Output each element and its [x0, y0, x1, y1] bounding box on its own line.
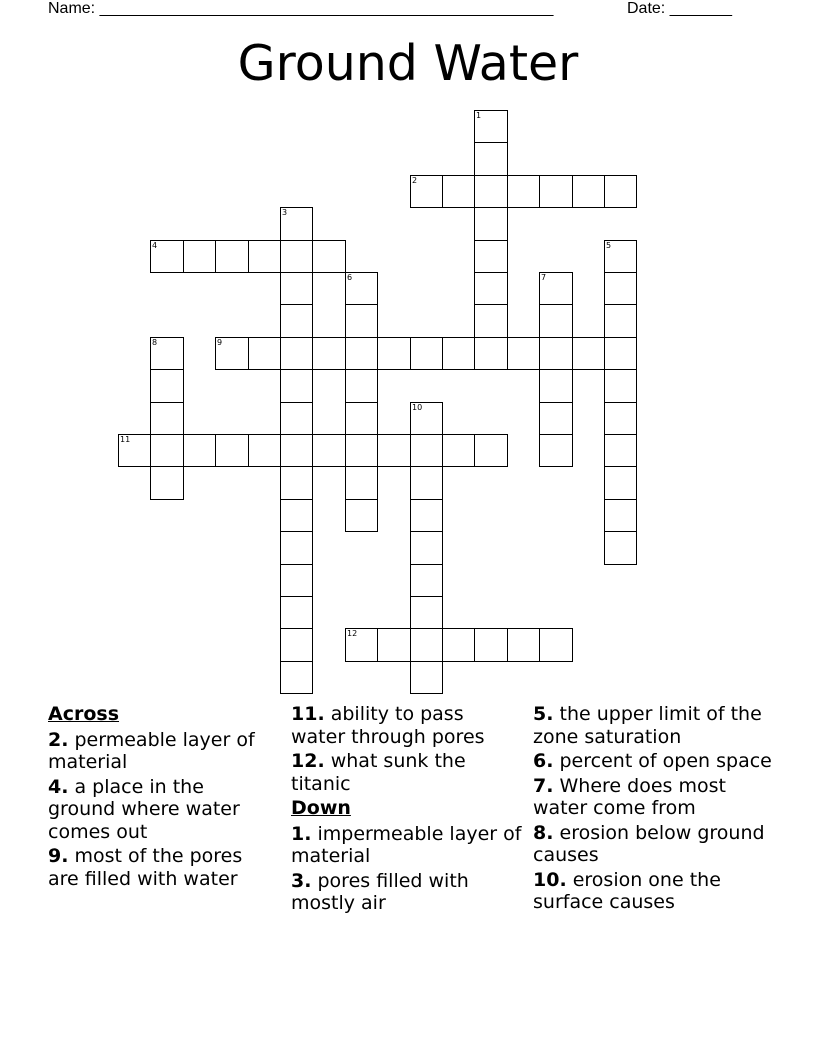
crossword-cell[interactable] [150, 240, 184, 273]
crossword-cell[interactable] [150, 337, 184, 370]
crossword-cell[interactable] [604, 466, 637, 500]
crossword-cell[interactable] [442, 434, 475, 467]
clue-across-4: 4. a place in the ground where water comes out [48, 775, 240, 843]
crossword-cell[interactable] [280, 531, 313, 565]
name-field-label: Name: ___________________________________________________ [48, 0, 554, 17]
crossword-cell[interactable] [604, 369, 637, 403]
crossword-cell[interactable] [539, 304, 573, 338]
crossword-cell[interactable] [183, 240, 216, 273]
crossword-cell[interactable] [345, 337, 378, 370]
crossword-cell[interactable] [215, 337, 249, 370]
clue-number: 9 [217, 338, 223, 347]
crossword-cell[interactable] [280, 564, 313, 597]
crossword-cell[interactable] [280, 207, 313, 241]
page-title: Ground Water [237, 35, 579, 92]
crossword-cell[interactable] [280, 369, 313, 403]
crossword-cell[interactable] [539, 628, 573, 662]
crossword-cell[interactable] [604, 434, 637, 467]
clue-column-2 [291, 703, 523, 917]
crossword-cell[interactable] [312, 434, 346, 467]
crossword-cell[interactable] [312, 337, 346, 370]
crossword-cell[interactable] [539, 369, 573, 403]
crossword-cell[interactable] [474, 175, 508, 208]
clue-number: 10 [412, 403, 423, 412]
clue-down-3: 3. pores filled with mostly air [291, 869, 469, 914]
crossword-cell[interactable] [377, 337, 411, 370]
crossword-cell[interactable] [604, 240, 637, 273]
crossword-cell[interactable] [150, 466, 184, 500]
crossword-cell[interactable] [474, 207, 508, 241]
crossword-cell[interactable] [507, 628, 540, 662]
crossword-cell[interactable] [215, 240, 249, 273]
date-field-label: Date: _______ [627, 0, 732, 17]
crossword-cell[interactable] [442, 175, 475, 208]
clue-number: 5 [606, 241, 612, 250]
clue-number: 1 [476, 111, 482, 120]
crossword-cell[interactable] [410, 661, 443, 694]
clue-number: 7 [541, 273, 547, 282]
crossword-cell[interactable] [410, 499, 443, 532]
crossword-cell[interactable] [280, 272, 313, 305]
crossword-cell[interactable] [377, 628, 411, 662]
crossword-cell[interactable] [183, 434, 216, 467]
crossword-cell[interactable] [345, 369, 378, 403]
clue-across-12: 12. what sunk the titanic [291, 750, 466, 795]
crossword-cell[interactable] [539, 337, 573, 370]
crossword-cell[interactable] [474, 142, 508, 176]
clue-number: 8 [152, 338, 158, 347]
crossword-cell[interactable] [604, 402, 637, 435]
crossword-cell[interactable] [572, 337, 605, 370]
crossword-cell[interactable] [410, 466, 443, 500]
crossword-cell[interactable] [118, 434, 151, 467]
clue-across-11: 11. ability to pass water through pores [291, 703, 485, 748]
crossword-cell[interactable] [280, 596, 313, 629]
clue-number: 4 [152, 241, 158, 250]
crossword-cell[interactable] [150, 434, 184, 467]
crossword-cell[interactable] [604, 337, 637, 370]
crossword-cell[interactable] [410, 175, 443, 208]
crossword-cell[interactable] [572, 175, 605, 208]
clue-number: 2 [412, 176, 418, 185]
crossword-cell[interactable] [377, 434, 411, 467]
crossword-cell[interactable] [474, 628, 508, 662]
crossword-cell[interactable] [474, 272, 508, 305]
crossword-cell[interactable] [539, 175, 573, 208]
crossword-cell[interactable] [474, 110, 508, 143]
crossword-cell[interactable] [410, 337, 443, 370]
crossword-cell[interactable] [312, 240, 346, 273]
crossword-cell[interactable] [410, 531, 443, 565]
clue-number: 12 [347, 629, 358, 638]
crossword-cell[interactable] [280, 661, 313, 694]
crossword-cell[interactable] [604, 304, 637, 338]
crossword-cell[interactable] [345, 434, 378, 467]
crossword-cell[interactable] [604, 531, 637, 565]
clue-down-5: 5. the upper limit of the zone saturation [533, 703, 762, 748]
crossword-cell[interactable] [539, 272, 573, 305]
crossword-cell[interactable] [474, 240, 508, 273]
crossword-cell[interactable] [215, 434, 249, 467]
clue-across-2: 2. permeable layer of material [48, 728, 255, 773]
crossword-cell[interactable] [248, 337, 281, 370]
crossword-cell[interactable] [539, 402, 573, 435]
across-heading: Across [48, 703, 120, 725]
crossword-cell[interactable] [248, 434, 281, 467]
crossword-cell[interactable] [280, 304, 313, 338]
crossword-cell[interactable] [410, 564, 443, 597]
crossword-cell[interactable] [345, 402, 378, 435]
crossword-cell[interactable] [280, 240, 313, 273]
crossword-cell[interactable] [280, 434, 313, 467]
clue-down-1: 1. impermeable layer of material [291, 822, 522, 867]
crossword-cell[interactable] [410, 596, 443, 629]
crossword-cell[interactable] [345, 628, 378, 662]
crossword-cell[interactable] [410, 434, 443, 467]
crossword-cell[interactable] [410, 402, 443, 435]
crossword-cell[interactable] [604, 175, 637, 208]
clue-number: 3 [282, 208, 288, 217]
clue-down-10: 10. erosion one the surface causes [533, 868, 721, 913]
clue-down-7: 7. Where does most water come from [533, 774, 726, 819]
crossword-cell[interactable] [345, 499, 378, 532]
crossword-cell[interactable] [280, 499, 313, 532]
clue-column-1 [48, 703, 276, 892]
crossword-cell[interactable] [280, 466, 313, 500]
crossword-cell[interactable] [507, 175, 540, 208]
down-heading: Down [291, 797, 351, 819]
clue-down-6: 6. percent of open space [533, 750, 772, 772]
clue-number: 11 [120, 435, 131, 444]
clue-across-9: 9. most of the pores are filled with water [48, 845, 243, 890]
crossword-cell[interactable] [474, 337, 508, 370]
crossword-cell[interactable] [248, 240, 281, 273]
crossword-cell[interactable] [410, 628, 443, 662]
clue-column-3 [533, 703, 773, 916]
crossword-cell[interactable] [345, 466, 378, 500]
crossword-cell[interactable] [280, 337, 313, 370]
crossword-cell[interactable] [539, 434, 573, 467]
crossword-cell[interactable] [507, 337, 540, 370]
crossword-cell[interactable] [150, 402, 184, 435]
crossword-cell[interactable] [474, 434, 508, 467]
crossword-cell[interactable] [280, 628, 313, 662]
clue-number: 6 [347, 273, 353, 282]
crossword-cell[interactable] [345, 304, 378, 338]
crossword-cell[interactable] [474, 304, 508, 338]
crossword-cell[interactable] [345, 272, 378, 305]
crossword-cell[interactable] [442, 628, 475, 662]
crossword-cell[interactable] [280, 402, 313, 435]
crossword-cell[interactable] [604, 272, 637, 305]
crossword-cell[interactable] [150, 369, 184, 403]
crossword-cell[interactable] [604, 499, 637, 532]
crossword-cell[interactable] [442, 337, 475, 370]
clue-down-8: 8. erosion below ground causes [533, 821, 765, 866]
